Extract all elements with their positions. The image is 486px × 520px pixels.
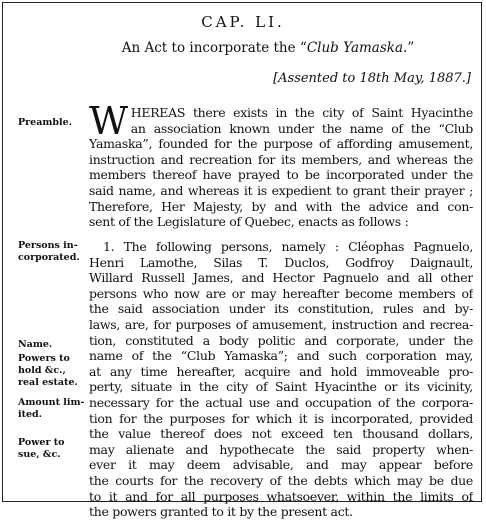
section-line: the powers granted to it by the present act. <box>89 504 353 520</box>
preamble-line: instruction and recreation for its members, and whereas the <box>89 151 473 167</box>
margin-note-powers: Powers to hold &c., real estate. <box>18 353 78 388</box>
section-line: persons who now are or may hereafter become members of <box>89 285 473 301</box>
section-line: Henri Lamothe, Silas T. Duclos, Godfroy Daignault, <box>89 254 473 270</box>
preamble-line: members thereof have prayed to be incorporated under the <box>89 167 473 183</box>
section-line: 1. The following persons, namely : Cléophas Pagnuelo, <box>103 239 473 254</box>
section-line: name of the “Club Yamaska”; and such corporation may, <box>89 348 473 364</box>
section-line: at any time hereafter, acquire and hold immoveable pro- <box>89 363 473 379</box>
section-line: the value thereof does not exceed ten thousand dollars, <box>89 426 473 442</box>
section-line: may alienate and hypothecate the said property when- <box>89 441 473 457</box>
section-line: ever it may deem advisable, and may appear before <box>89 457 473 473</box>
preamble-paragraph <box>89 99 473 230</box>
act-title-suffix: ” <box>407 40 415 56</box>
assent-date: [Assented to 18th May, 1887.] <box>273 71 471 86</box>
margin-note-amount: Amount lim- ited. <box>18 397 85 420</box>
section-line: the said association under its constitution, rules and by- <box>89 301 473 317</box>
margin-note-name: Name. <box>18 339 53 350</box>
drop-cap: W <box>89 99 128 143</box>
margin-note-persons-incorporated: Persons in- corporated. <box>18 240 80 263</box>
section-line: the courts for the recovery of the debts which may be due <box>89 472 473 488</box>
preamble-line: an association known under the name of the “Club <box>130 120 473 136</box>
section-line: tion, constituted a body politic and corporate, under the <box>89 332 473 348</box>
preamble-line: Yamaska”, founded for the purpose of affording amusement, <box>89 136 473 152</box>
preamble-line: HEREAS there exists in the city of Saint Hyacinthe <box>130 105 473 120</box>
section-line: to it and for all purposes whatsoever, within the limits of <box>89 488 473 504</box>
section-line: tion for the purposes for which it is incorporated, provided <box>89 410 473 426</box>
chapter-heading: CAP. LI. <box>201 13 285 31</box>
section-1-paragraph <box>89 239 473 520</box>
preamble-line: Therefore, Her Majesty, by and with the advice and con- <box>89 198 473 214</box>
section-line: necessary for the actual use and occupation of the corpora- <box>89 394 473 410</box>
act-title-prefix: An Act to incorporate the “ <box>121 40 307 56</box>
margin-note-sue: Power to sue, &c. <box>18 437 65 460</box>
margin-note-preamble: Preamble. <box>18 117 73 128</box>
section-line: laws, are, for purposes of amusement, instruction and recrea- <box>89 316 473 332</box>
section-line: Willard Russell James, and Hector Pagnuelo and all other <box>89 270 473 286</box>
act-title <box>3 40 483 56</box>
act-title-name: Club Yamaska. <box>306 40 408 56</box>
section-line: perty, situate in the city of Saint Hyacinthe or its vicinity, <box>89 379 473 395</box>
statute-page <box>2 2 482 520</box>
preamble-line: said name, and whereas it is expedient to grant their prayer ; <box>89 182 473 198</box>
preamble-line: sent of the Legislature of Quebec, enacts as follows : <box>89 214 409 230</box>
